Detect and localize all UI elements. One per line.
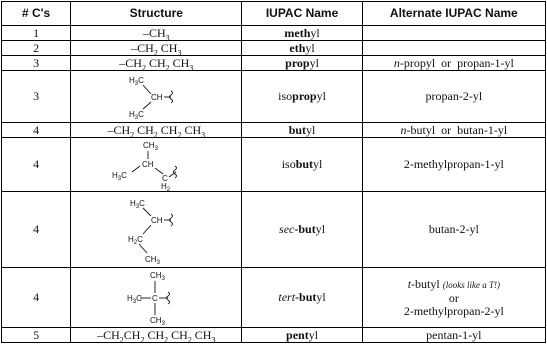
iupac-name: isobutyl [242,138,362,192]
iupac-name: butyl [242,123,362,138]
svg-text:CH3: $CH_3$ [143,140,159,152]
iupac-name: ethyl [242,41,362,56]
svg-text:CH: CH [151,215,163,225]
iupac-name: methyl [242,26,362,41]
sec-butyl-structure [71,192,242,268]
alternate-name: pentan-1-yl [362,328,545,343]
alternate-name: 2-methylpropan-1-yl [362,138,545,192]
iupac-name: pentyl [242,328,362,343]
structure-formula: $-CH_2$ $CH_2$ $CH_3$ [71,56,242,71]
header-row [2,2,546,26]
svg-text:H3C: $H_3C$ [129,109,145,121]
svg-text:H3C: $H_3C$ [112,170,128,182]
svg-text:H2: $H_2$ [161,181,171,191]
alternate-name: propan-2-yl [362,71,545,123]
alternate-name [362,26,545,41]
table-row [2,192,546,268]
iupac-name: tert-butyl [242,268,362,328]
alternate-name: butan-2-yl [362,192,545,268]
iupac-name: sec-butyl [242,192,362,268]
table-row [2,123,546,138]
alternate-name: n-butyl or butan-1-yl [362,123,545,138]
table-row [2,268,546,328]
svg-text:H3C: $H_3C$ [130,198,146,210]
carbon-count: 5 [2,328,71,343]
table-row [2,138,546,192]
tert-butyl-structure [71,268,242,328]
header-iupac-name: IUPAC Name [242,2,362,26]
table-row [2,26,546,41]
structure-formula: $-CH_2$ $CH_2$ $CH_2$ $CH_3$ [71,123,242,138]
alternate-name: t-butyl (looks like a T!) or 2-methylpropan-2-yl [362,268,545,328]
header-structure: Structure [71,2,242,26]
iupac-name: propyl [242,56,362,71]
svg-text:CH3: $CH_3$ [145,254,161,266]
alkyl-groups-table [1,1,546,343]
carbon-count: 4 [2,138,71,192]
carbon-count: 2 [2,41,71,56]
svg-text:H3C: $H_3C$ [127,293,143,305]
carbon-count: 3 [2,71,71,123]
alternate-name: n-propyl or propan-1-yl [362,56,545,71]
structure-formula: $-CH_3$ [71,26,242,41]
carbon-count: 4 [2,268,71,328]
svg-text:C: C [162,173,169,183]
alternate-note: (looks like a T!) [442,279,500,290]
iupac-name: isopropyl [242,71,362,123]
svg-text:CH3: $CH_3$ [150,270,166,282]
carbon-count: 1 [2,26,71,41]
carbon-count: 3 [2,56,71,71]
table-row [2,71,546,123]
svg-text:CH: CH [151,92,163,102]
alternate-name [362,41,545,56]
svg-text:C: C [152,293,159,303]
svg-text:H2C: $H_2C$ [128,234,144,246]
svg-text:CH: CH [142,159,154,169]
structure-formula: $-CH_2CH_2$ $CH_2$ $CH_2$ $CH_3$ [71,328,242,343]
structure-formula: $-CH_2$ $CH_3$ [71,41,242,56]
isopropyl-structure [71,71,242,123]
carbon-count: 4 [2,123,71,138]
table-row [2,56,546,71]
header-alternate-name: Alternate IUPAC Name [362,2,545,26]
header-carbons: # C's [2,2,71,26]
carbon-count: 4 [2,192,71,268]
table-row [2,328,546,343]
isobutyl-structure [71,138,242,192]
svg-text:CH3: $CH_3$ [150,315,166,326]
table-row [2,41,546,56]
svg-text:H3C: $H_3C$ [129,75,145,87]
